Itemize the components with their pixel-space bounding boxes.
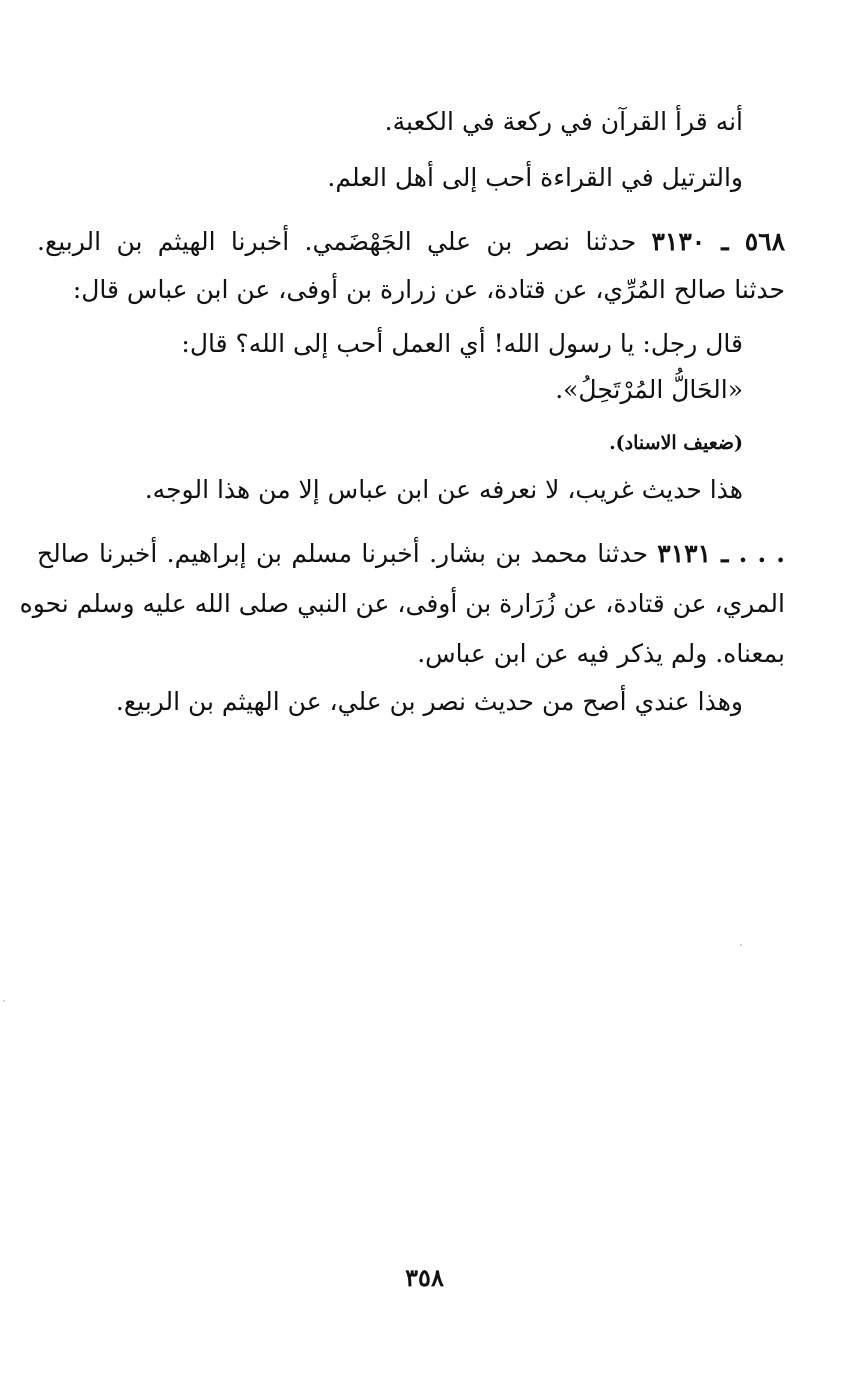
text-line-5: قال رجل: يا رسول الله! أي العمل أحب إلى الله؟ قال:	[181, 329, 743, 358]
text-line-10: المري، عن قتادة، عن زُرَارة بن أوفى، عن النبي صلى الله عليه وسلم نحوه	[19, 589, 785, 618]
text-line-1: أنه قرأ القرآن في ركعة في الكعبة.	[384, 107, 743, 136]
text-line-12: وهذا عندي أصح من حديث نصر بن علي، عن الهيثم بن الربيع.	[115, 687, 743, 716]
hadith-568-first-line	[37, 224, 785, 260]
hadith-text: حدثنا نصر بن علي الجَهْضَمي. أخبرنا الهيثم بن الربيع.	[37, 227, 637, 256]
scan-speck	[740, 944, 742, 946]
page-number: ٣٥٨	[405, 1263, 444, 1292]
scan-speck	[3, 1000, 5, 1002]
text-line-8: هذا حديث غريب، لا نعرفه عن ابن عباس إلا من هذا الوجه.	[144, 475, 743, 504]
text-line-4: حدثنا صالح المُرِّي، عن قتادة، عن زرارة بن أوفى، عن ابن عباس قال:	[72, 275, 785, 304]
hadith-number: . . . ـ ٣١٣١	[657, 539, 786, 568]
hadith-number: ٥٦٨ ـ ٣١٣٠	[651, 227, 786, 256]
text-line-6: «الحَالُّ المُرْتَحِلُ».	[555, 375, 743, 404]
text-line-2: والترتيل في القراءة أحب إلى أهل العلم.	[327, 163, 743, 192]
text-line-11: بمعناه. ولم يذكر فيه عن ابن عباس.	[417, 639, 785, 668]
grading-note: (ضعيف الاسناد).	[609, 432, 743, 454]
hadith-text: حدثنا محمد بن بشار. أخبرنا مسلم بن إبراهيم. أخبرنا صالح	[37, 539, 648, 568]
hadith-3131-first-line	[37, 536, 785, 572]
